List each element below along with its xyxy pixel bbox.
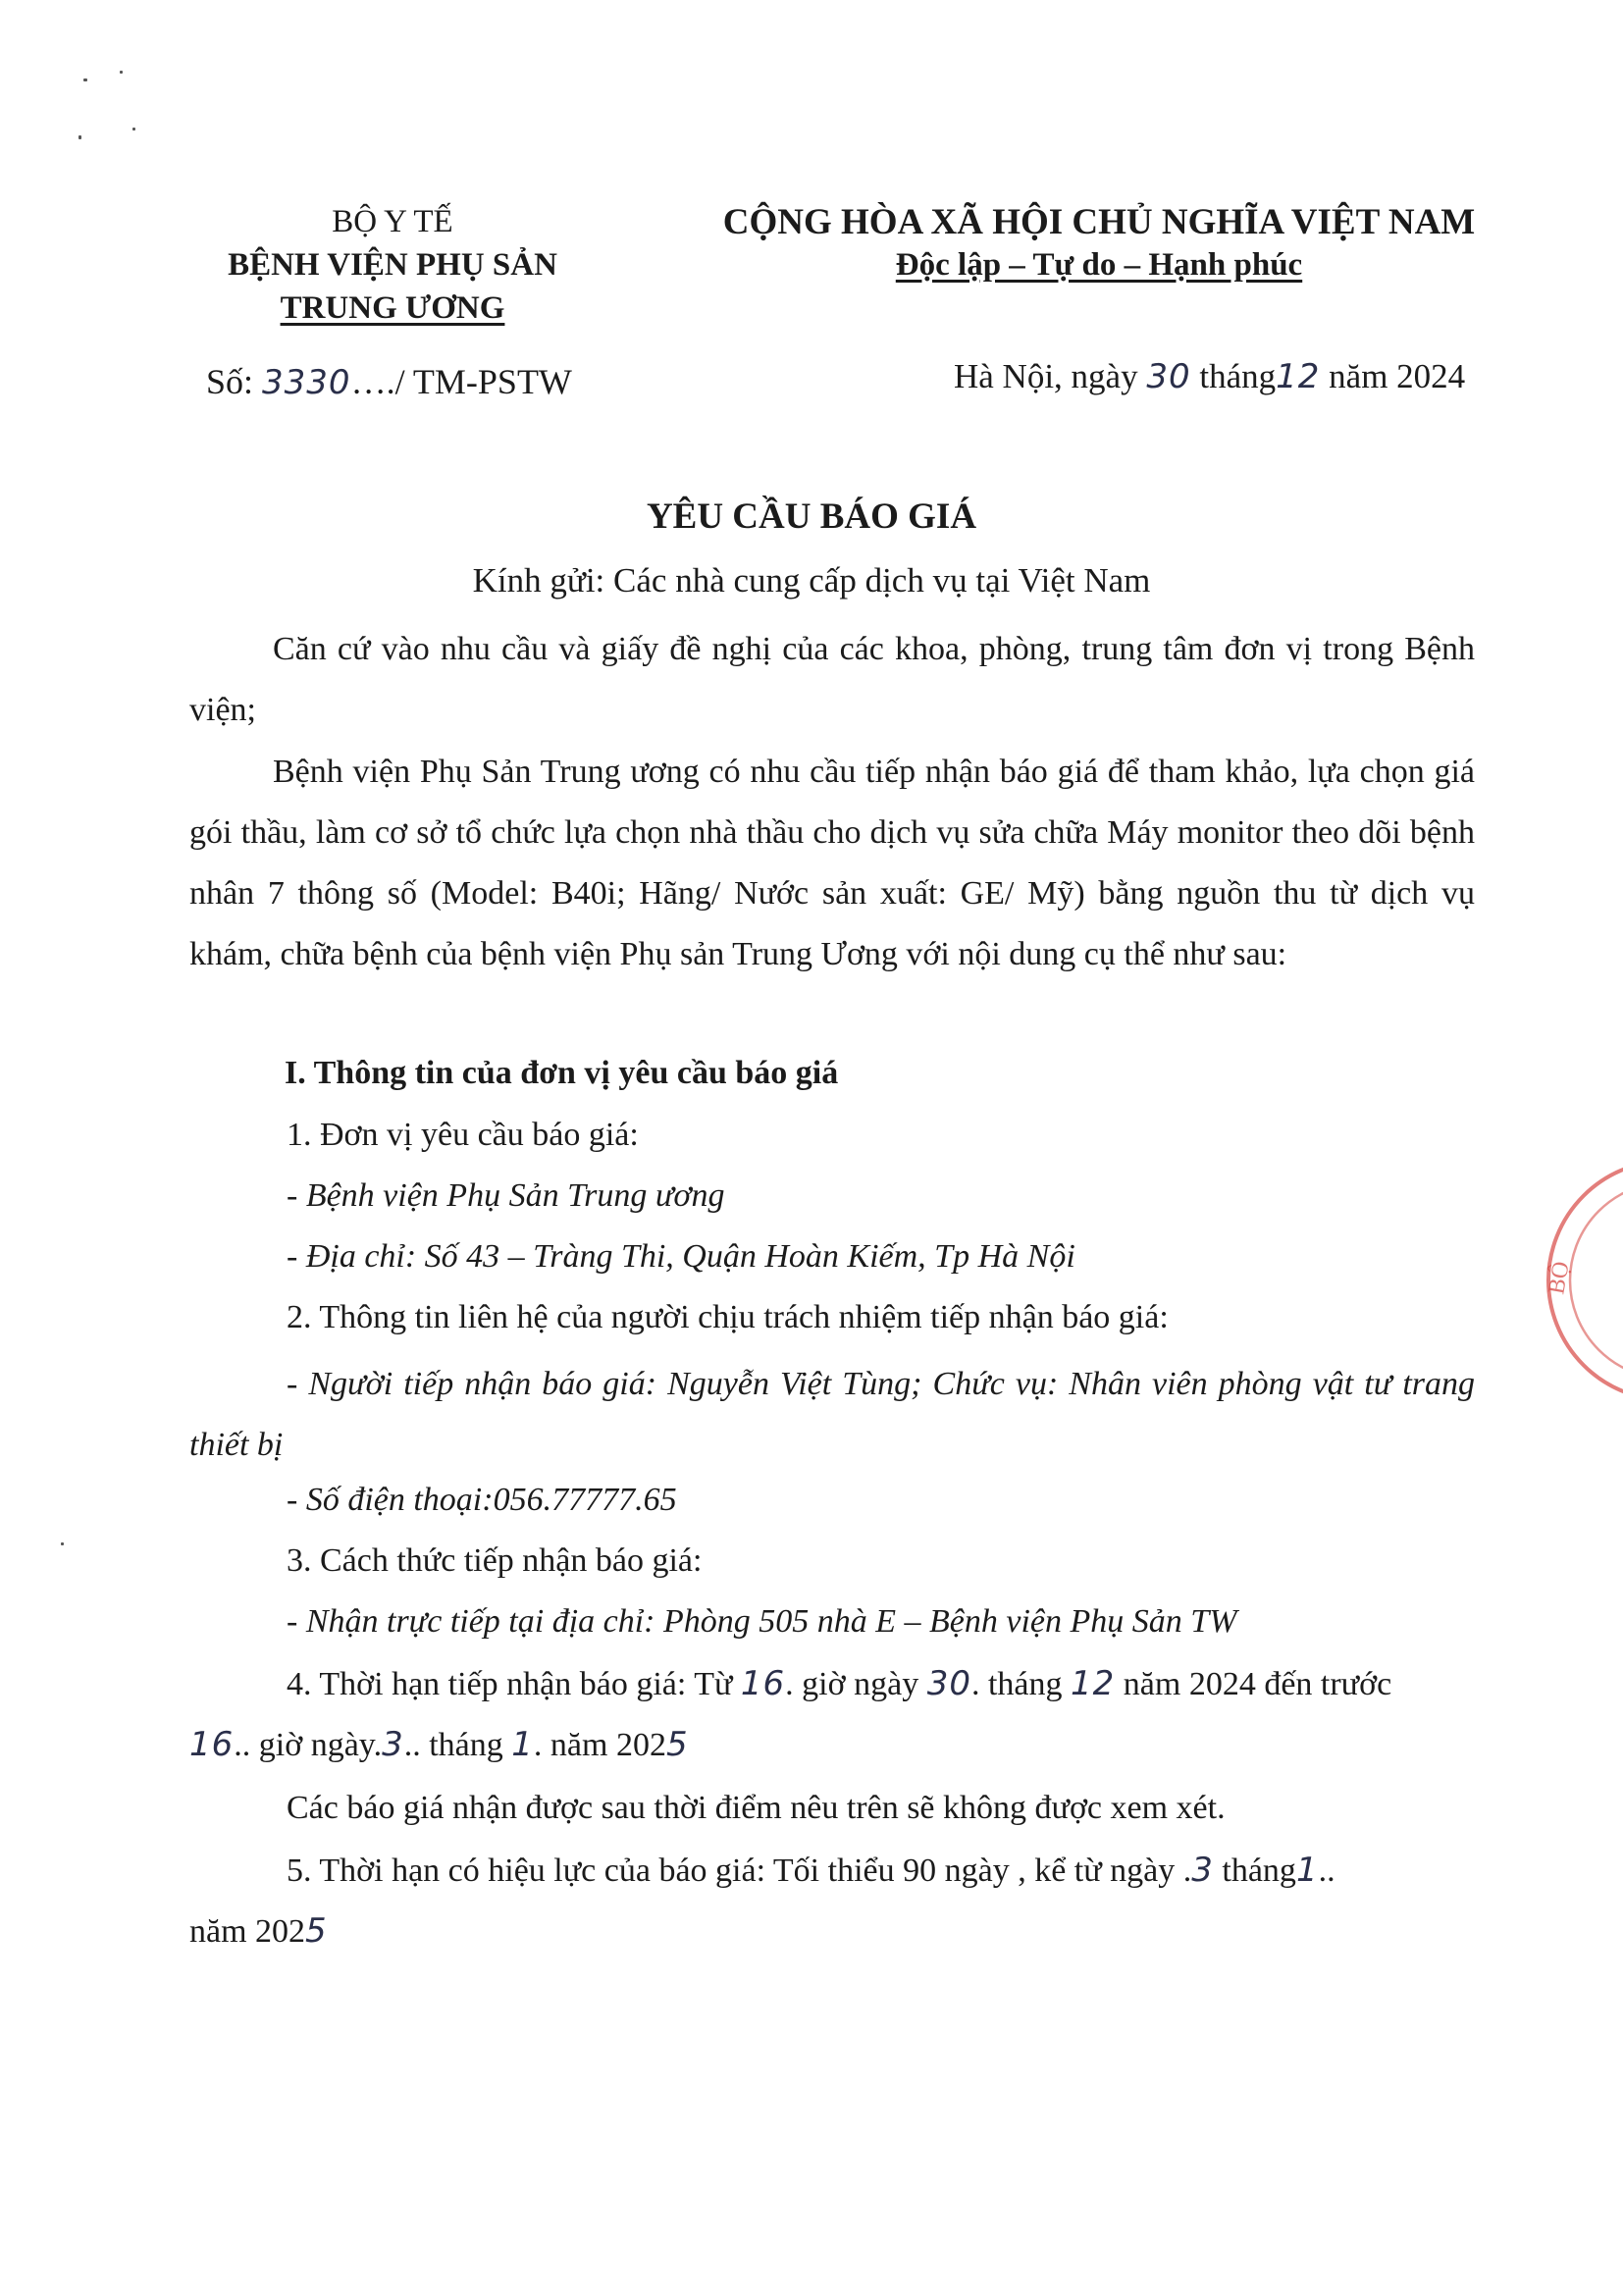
- item-5-line1: [287, 1851, 1335, 1890]
- national-motto-text: Độc lập – Tự do – Hạnh phúc: [895, 247, 1303, 283]
- item-4-text-month: . tháng: [970, 1666, 1063, 1702]
- item-4-day-end: 3: [382, 1725, 404, 1764]
- paragraph-basis: Căn cứ vào nhu cầu và giấy đề nghị của các khoa, phòng, trung tâm đơn vị trong Bệnh viện;: [189, 631, 1475, 728]
- item-4-text-year-end: . năm 202: [533, 1727, 666, 1763]
- document-number: [206, 361, 572, 402]
- item-5-text-year: năm 202: [189, 1913, 306, 1950]
- item-4-month-end: 1: [511, 1725, 534, 1764]
- date-month-handwritten: 12: [1276, 357, 1321, 396]
- item-4-text-year: năm 2024 đến trước: [1123, 1666, 1392, 1702]
- item-3-label: 3. Cách thức tiếp nhận báo giá:: [287, 1542, 703, 1579]
- item-4-year-end-digit: 5: [665, 1725, 689, 1764]
- ministry-name: BỘ Y TẾ: [332, 204, 453, 239]
- item-4-line2: [189, 1725, 689, 1764]
- item-5-text-month: tháng: [1222, 1852, 1296, 1889]
- item-4-text-day: . giờ ngày: [785, 1666, 919, 1702]
- item-2-person: - Người tiếp nhận báo giá: Nguyễn Việt Tùng; Chức vụ: Nhân viên phòng vật tư trang thiết bị: [189, 1366, 1475, 1463]
- official-stamp-partial: [1526, 1153, 1623, 1408]
- hospital-name-line2-text: TRUNG ƯƠNG: [280, 290, 505, 326]
- document-number-prefix: Số:: [206, 362, 254, 401]
- item-2-label: 2. Thông tin liên hệ của người chịu trách nhiệm tiếp nhận báo giá:: [287, 1299, 1169, 1335]
- national-motto: [677, 247, 1521, 284]
- item-5-line2: [189, 1911, 328, 1951]
- item-4-hour-start: 16: [740, 1664, 786, 1703]
- hospital-name-line1: BỆNH VIỆN PHỤ SẢN: [228, 247, 557, 283]
- stamp-text: BỘ: [1544, 1259, 1575, 1297]
- item-1-label: 1. Đơn vị yêu cầu báo giá:: [287, 1117, 639, 1153]
- item-1-hospital: - Bệnh viện Phụ Sản Trung ương: [287, 1177, 725, 1214]
- section-1-heading: I. Thông tin của đơn vị yêu cầu báo giá: [285, 1055, 839, 1091]
- item-5-day: 3: [1191, 1851, 1214, 1890]
- item-4-text-from: 4. Thời hạn tiếp nhận báo giá: Từ: [287, 1666, 733, 1702]
- date-month-word: tháng: [1199, 357, 1277, 395]
- paragraph-request: Bệnh viện Phụ Sản Trung ương có nhu cầu tiếp nhận báo giá để tham khảo, lựa chọn giá gói thầu, làm cơ sở tổ chức lựa chọn nhà thầu cho dịch vụ sửa chữa Máy monitor theo dõi bệnh nhân 7 thông số (Model: B40i; Hãng/ Nước sản xuất: GE/ Mỹ) bằng nguồn thu từ dịch vụ khám, chữa bệnh của bệnh viện Phụ sản Trung Ương với nội dung cụ thể như sau:: [189, 754, 1475, 972]
- recipient-line: Kính gửi: Các nhà cung cấp dịch vụ tại Việt Nam: [472, 561, 1151, 600]
- item-2-phone: - Số điện thoại:056.77777.65: [287, 1482, 677, 1518]
- late-submission-note: Các báo giá nhận được sau thời điểm nêu trên sẽ không được xem xét.: [287, 1790, 1226, 1826]
- document-number-handwritten: 3330: [262, 363, 351, 402]
- item-4-text-day-end: .. giờ ngày.: [234, 1727, 383, 1763]
- item-3-method: - Nhận trực tiếp tại địa chỉ: Phòng 505 nhà E – Bệnh viện Phụ Sản TW: [287, 1603, 1237, 1640]
- item-4-hour-end: 16: [189, 1725, 235, 1764]
- date-day-handwritten: 30: [1146, 357, 1191, 396]
- item-5-dots: ..: [1318, 1852, 1335, 1889]
- item-1-address: - Địa chỉ: Số 43 – Tràng Thi, Quận Hoàn Kiếm, Tp Hà Nội: [287, 1238, 1075, 1275]
- item-4-day-start: 30: [926, 1664, 971, 1703]
- country-name: CỘNG HÒA XÃ HỘI CHỦ NGHĨA VIỆT NAM: [722, 202, 1476, 242]
- document-date: [954, 357, 1465, 396]
- date-year: năm 2024: [1329, 357, 1466, 395]
- item-5-month: 1: [1295, 1851, 1319, 1890]
- item-4-text-month-end: .. tháng: [403, 1727, 503, 1763]
- item-4-line1: [287, 1664, 1391, 1703]
- item-5-year-digit: 5: [305, 1911, 328, 1951]
- document-title: YÊU CẦU BÁO GIÁ: [646, 496, 977, 537]
- item-4-month-start: 12: [1071, 1664, 1116, 1703]
- date-prefix: Hà Nội, ngày: [954, 357, 1138, 395]
- document-number-suffix: …./ TM-PSTW: [350, 362, 572, 401]
- item-5-text: 5. Thời hạn có hiệu lực của báo giá: Tối thiểu 90 ngày , kể từ ngày .: [287, 1852, 1192, 1889]
- hospital-name-line2: [186, 290, 599, 327]
